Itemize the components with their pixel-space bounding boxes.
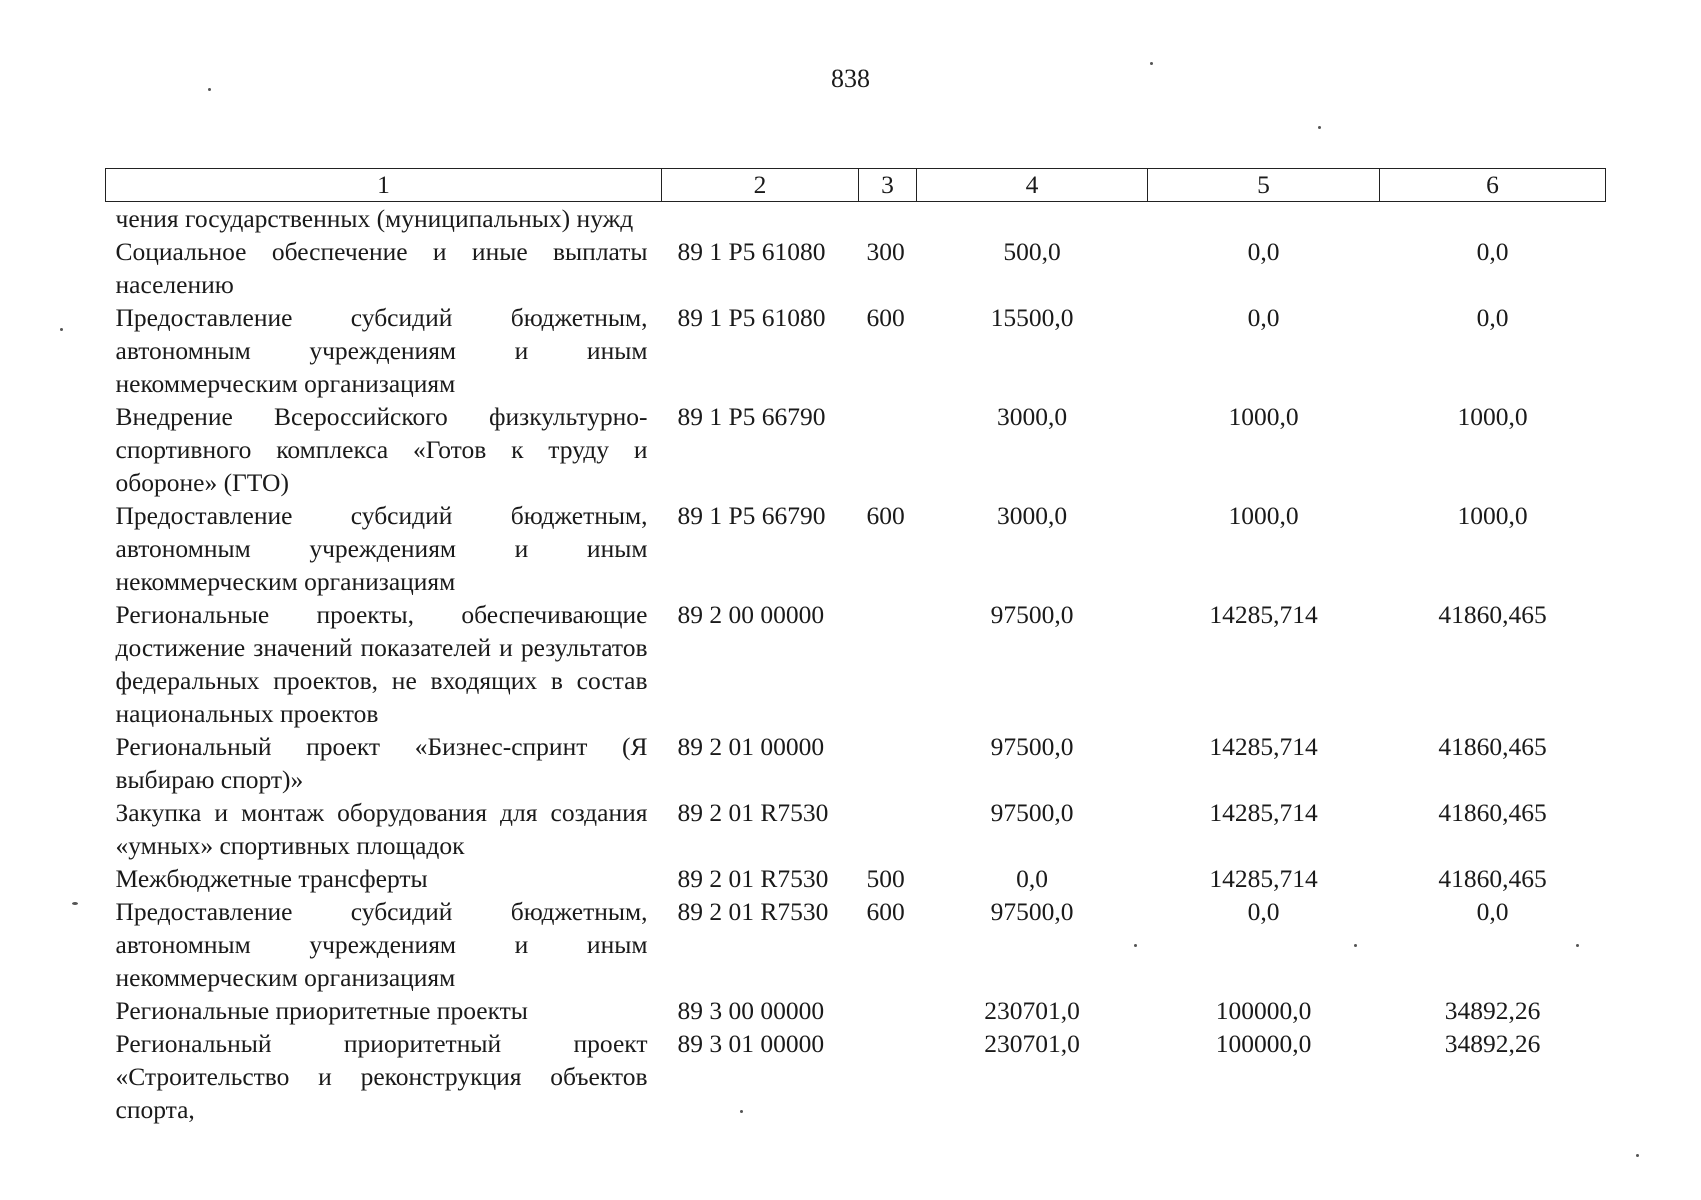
scan-speck	[740, 1110, 743, 1113]
column-header-6: 6	[1380, 169, 1606, 202]
row-code	[662, 202, 859, 236]
table-header-row	[106, 169, 1606, 202]
row-value-col5	[1148, 202, 1380, 236]
row-value-col6: 1000,0	[1457, 402, 1528, 431]
row-code: 89 1 P5 66790	[677, 402, 826, 431]
row-value-col6: 41860,465	[1438, 600, 1547, 629]
row-value-col5: 14285,714	[1209, 732, 1318, 761]
row-value-col4: 230701,0	[984, 996, 1080, 1025]
row-code: 89 2 01 R7530	[677, 897, 829, 926]
scan-speck	[1576, 944, 1579, 947]
row-value-col4: 97500,0	[990, 600, 1074, 629]
row-value-col4: 0,0	[1016, 864, 1048, 893]
column-header-1: 1	[106, 169, 662, 202]
row-value-col4: 97500,0	[990, 732, 1074, 761]
row-value-col4: 500,0	[1003, 237, 1061, 266]
table-row	[106, 1027, 1606, 1126]
row-value-col5: 0,0	[1247, 237, 1280, 266]
table-row	[106, 301, 1606, 400]
row-value-col4: 3000,0	[996, 402, 1068, 431]
row-value-col5: 100000,0	[1215, 1029, 1312, 1058]
scan-speck	[208, 88, 211, 91]
table-row	[106, 235, 1606, 301]
scan-speck	[1134, 944, 1137, 947]
row-expense-type	[859, 994, 917, 1027]
table-row	[106, 202, 1606, 236]
scan-speck	[1318, 126, 1321, 129]
row-code: 89 1 P5 61080	[677, 237, 826, 266]
row-name: Региональный приоритетный проект «Строительство и реконструкция объектов спорта,	[115, 1029, 648, 1124]
row-value-col4: 15500,0	[990, 303, 1074, 332]
scan-speck	[1636, 1154, 1639, 1157]
row-value-col6: 41860,465	[1438, 798, 1547, 827]
scan-speck	[60, 328, 63, 331]
row-value-col5: 1000,0	[1228, 402, 1299, 431]
row-value-col6: 0,0	[1476, 237, 1509, 266]
row-name: Предоставление субсидий бюджетным, автономным учреждениям и иным некоммерческим организациям	[115, 897, 648, 992]
row-value-col6	[1380, 202, 1606, 236]
table-row	[106, 598, 1606, 730]
row-expense-type	[859, 1027, 917, 1126]
table-row	[106, 400, 1606, 499]
row-value-col6: 41860,465	[1438, 732, 1547, 761]
row-code: 89 1 P5 66790	[677, 501, 826, 530]
row-name: Социальное обеспечение и иные выплаты населению	[115, 237, 648, 299]
row-code: 89 3 01 00000	[677, 1029, 825, 1058]
row-code: 89 3 00 00000	[677, 996, 825, 1025]
row-expense-type	[859, 400, 917, 499]
column-header-5: 5	[1148, 169, 1380, 202]
row-expense-type	[859, 202, 917, 236]
row-expense-type	[859, 598, 917, 730]
row-expense-type	[859, 730, 917, 796]
row-name: Межбюджетные трансферты	[115, 864, 428, 893]
row-name: Региональные приоритетные проекты	[115, 996, 528, 1025]
column-header-2: 2	[662, 169, 859, 202]
table-row	[106, 730, 1606, 796]
column-header-3: 3	[859, 169, 917, 202]
row-value-col5: 1000,0	[1228, 501, 1299, 530]
row-name: Внедрение Всероссийского физкультурно-спортивного комплекса «Готов к труду и обороне» (ГТО)	[115, 402, 648, 497]
row-name: Закупка и монтаж оборудования для создания «умных» спортивных площадок	[115, 798, 648, 860]
row-value-col4: 97500,0	[990, 798, 1074, 827]
column-header-4: 4	[917, 169, 1148, 202]
row-code: 89 1 P5 61080	[677, 303, 826, 332]
row-value-col5: 0,0	[1247, 897, 1280, 926]
row-value-col6: 34892,26	[1444, 996, 1541, 1025]
row-value-col5: 14285,714	[1209, 864, 1318, 893]
row-expense-type: 600	[866, 501, 905, 530]
table-body	[106, 202, 1606, 1127]
row-expense-type: 300	[866, 237, 905, 266]
row-value-col5: 0,0	[1247, 303, 1280, 332]
scan-speck	[72, 902, 78, 905]
row-value-col4: 230701,0	[984, 1029, 1080, 1058]
row-value-col6: 41860,465	[1438, 864, 1547, 893]
row-value-col6: 0,0	[1476, 303, 1509, 332]
row-expense-type	[859, 796, 917, 862]
row-expense-type: 600	[866, 897, 905, 926]
scan-speck	[1354, 944, 1357, 947]
row-code: 89 2 00 00000	[677, 600, 825, 629]
row-value-col6: 34892,26	[1444, 1029, 1541, 1058]
budget-table	[105, 168, 1606, 1126]
row-value-col6: 0,0	[1476, 897, 1509, 926]
scan-speck	[1150, 62, 1153, 65]
row-code: 89 2 01 00000	[677, 732, 825, 761]
row-value-col5: 14285,714	[1209, 600, 1318, 629]
row-value-col4: 97500,0	[990, 897, 1074, 926]
row-expense-type: 600	[866, 303, 905, 332]
row-value-col5: 100000,0	[1215, 996, 1312, 1025]
row-name: чения государственных (муниципальных) нужд	[115, 204, 634, 233]
table-row	[106, 994, 1606, 1027]
row-value-col6: 1000,0	[1457, 501, 1528, 530]
table-row	[106, 499, 1606, 598]
table-row	[106, 796, 1606, 862]
row-value-col4	[917, 202, 1148, 236]
table-row	[106, 862, 1606, 895]
row-value-col4: 3000,0	[996, 501, 1068, 530]
row-name: Региональные проекты, обеспечивающие достижение значений показателей и результатов федеральных проектов, не входящих в состав национальных проектов	[115, 600, 648, 728]
row-value-col5: 14285,714	[1209, 798, 1318, 827]
row-name: Предоставление субсидий бюджетным, автономным учреждениям и иным некоммерческим организациям	[115, 501, 648, 596]
page-number: 838	[831, 64, 870, 93]
row-name: Региональный проект «Бизнес-спринт (Я выбираю спорт)»	[115, 732, 648, 794]
table-row	[106, 895, 1606, 994]
row-expense-type: 500	[866, 864, 905, 893]
row-code: 89 2 01 R7530	[677, 864, 829, 893]
row-code: 89 2 01 R7530	[677, 798, 829, 827]
row-name: Предоставление субсидий бюджетным, автономным учреждениям и иным некоммерческим организациям	[115, 303, 648, 398]
